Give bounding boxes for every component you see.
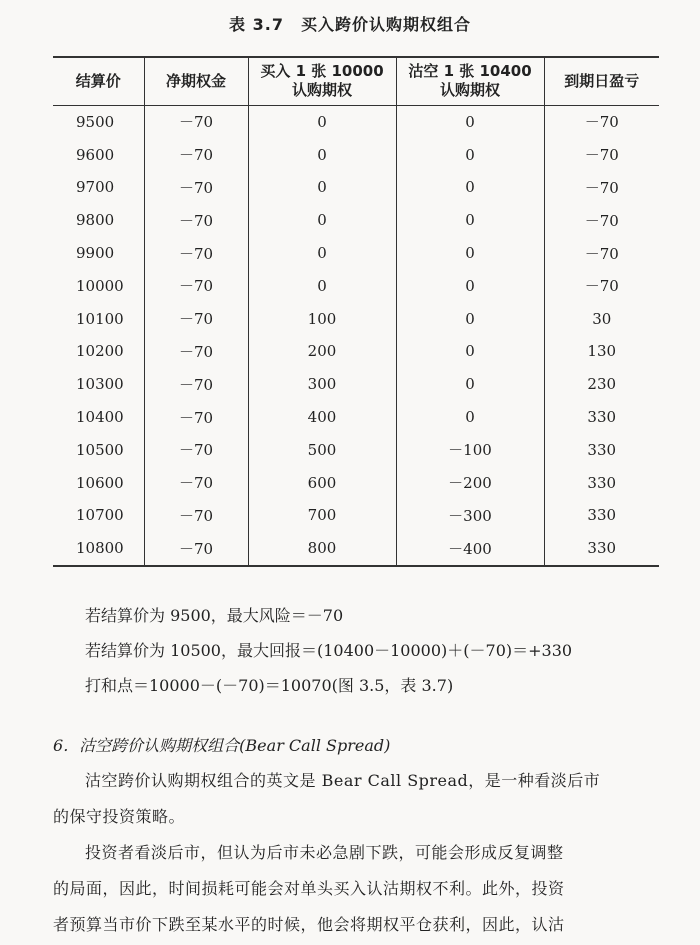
short-call-cell: 0: [396, 237, 544, 270]
long-call-cell: 0: [248, 237, 396, 270]
short-call-cell: －100: [396, 433, 544, 466]
settlement-price-cell: 9800: [53, 204, 144, 237]
header-profit-loss: 到期日盈亏: [564, 71, 640, 90]
max-return-line: 若结算价为 10500，最大回报＝(10400－10000)＋(－70)＝+330: [85, 641, 573, 660]
profit-loss-cell: －70: [584, 244, 619, 263]
profit-loss-cell: 330: [587, 408, 617, 427]
paragraph-line: 者预算当市价下跌至某水平的时候，他会将期权平仓获利，因此，认沽: [53, 915, 565, 934]
short-call-cell: 0: [396, 138, 544, 171]
profit-loss-cell: 30: [592, 309, 612, 328]
net-premium-cell: －70: [144, 368, 248, 401]
net-premium-cell: －70: [144, 105, 248, 138]
long-call-cell: 0: [248, 138, 396, 171]
short-call-cell: 0: [396, 335, 544, 368]
long-call-cell: 100: [248, 302, 396, 335]
long-call-cell: 0: [248, 105, 396, 138]
paragraph-line: 投资者看淡后市，但认为后市未必急剧下跌，可能会形成反复调整: [85, 843, 564, 862]
section-block: [53, 728, 663, 943]
net-premium-cell: －70: [144, 269, 248, 302]
settlement-price-cell: 10800: [53, 532, 144, 566]
long-call-cell: 300: [248, 368, 396, 401]
short-call-cell: 0: [396, 204, 544, 237]
settlement-price-cell: 10000: [53, 269, 144, 302]
long-call-cell: 200: [248, 335, 396, 368]
long-call-cell: 800: [248, 532, 396, 566]
table-row: [53, 401, 659, 434]
section-heading: 6．沽空跨价认购期权组合(Bear Call Spread): [53, 736, 391, 755]
table-row: [53, 105, 659, 138]
table-row: [53, 335, 659, 368]
net-premium-cell: －70: [144, 433, 248, 466]
table-row: [53, 171, 659, 204]
settlement-price-cell: 10700: [53, 499, 144, 532]
net-premium-cell: －70: [144, 302, 248, 335]
long-call-cell: 400: [248, 401, 396, 434]
net-premium-cell: －70: [144, 204, 248, 237]
table-body: [53, 105, 659, 566]
long-call-cell: 600: [248, 466, 396, 499]
short-call-cell: 0: [396, 269, 544, 302]
table-row: [53, 466, 659, 499]
profit-loss-cell: 330: [587, 539, 617, 558]
profit-loss-cell: －70: [584, 178, 619, 197]
settlement-price-cell: 10500: [53, 433, 144, 466]
paragraph-line: 的保守投资策略。: [53, 807, 186, 826]
settlement-price-cell: 10300: [53, 368, 144, 401]
spread-table: [53, 56, 659, 567]
short-call-cell: 0: [396, 401, 544, 434]
breakeven-line: 打和点＝10000－(－70)＝10070(图 3.5，表 3.7): [85, 676, 454, 695]
short-call-cell: 0: [396, 368, 544, 401]
profit-loss-cell: －70: [584, 211, 619, 230]
table-row: [53, 204, 659, 237]
header-settlement-price: 结算价: [53, 57, 144, 105]
settlement-price-cell: 9500: [53, 105, 144, 138]
net-premium-cell: －70: [144, 499, 248, 532]
table-row: [53, 138, 659, 171]
long-call-cell: 500: [248, 433, 396, 466]
net-premium-cell: －70: [144, 138, 248, 171]
header-long-call: 买入 1 张 10000 认购期权: [248, 57, 396, 105]
short-call-cell: －300: [396, 499, 544, 532]
table-row: [53, 302, 659, 335]
settlement-price-cell: 10200: [53, 335, 144, 368]
table-row: [53, 532, 659, 566]
profit-loss-cell: －70: [584, 277, 619, 296]
paragraph-line: 沽空跨价认购期权组合的英文是 Bear Call Spread，是一种看淡后市: [85, 771, 601, 790]
net-premium-cell: －70: [144, 466, 248, 499]
net-premium-cell: －70: [144, 335, 248, 368]
settlement-price-cell: 10400: [53, 401, 144, 434]
table-row: [53, 368, 659, 401]
profit-loss-cell: 230: [587, 375, 617, 394]
net-premium-cell: －70: [144, 171, 248, 204]
calculation-block: [53, 598, 663, 703]
profit-loss-cell: 330: [587, 473, 617, 492]
profit-loss-cell: 330: [587, 440, 617, 459]
settlement-price-cell: 10100: [53, 302, 144, 335]
long-call-cell: 700: [248, 499, 396, 532]
long-call-cell: 0: [248, 204, 396, 237]
long-call-cell: 0: [248, 269, 396, 302]
table-header-row: [53, 57, 659, 105]
long-call-cell: 0: [248, 171, 396, 204]
settlement-price-cell: 9700: [53, 171, 144, 204]
profit-loss-cell: 330: [587, 506, 617, 525]
settlement-price-cell: 9900: [53, 237, 144, 270]
net-premium-cell: －70: [144, 401, 248, 434]
short-call-cell: 0: [396, 105, 544, 138]
table-row: [53, 269, 659, 302]
net-premium-cell: －70: [144, 237, 248, 270]
profit-loss-cell: －70: [584, 146, 619, 165]
table-caption: 表 3.7 买入跨价认购期权组合: [229, 15, 471, 34]
profit-loss-cell: 130: [587, 342, 617, 361]
header-net-premium: 净期权金: [144, 57, 248, 105]
settlement-price-cell: 9600: [53, 138, 144, 171]
max-risk-line: 若结算价为 9500，最大风险＝－70: [85, 606, 344, 625]
short-call-cell: －400: [396, 532, 544, 566]
settlement-price-cell: 10600: [53, 466, 144, 499]
short-call-cell: 0: [396, 171, 544, 204]
short-call-cell: －200: [396, 466, 544, 499]
table-row: [53, 433, 659, 466]
short-call-cell: 0: [396, 302, 544, 335]
header-short-call: 沽空 1 张 10400 认购期权: [396, 57, 544, 105]
net-premium-cell: －70: [144, 532, 248, 566]
paragraph-line: 的局面，因此，时间损耗可能会对单头买入认沽期权不利。此外，投资: [53, 879, 565, 898]
profit-loss-cell: －70: [584, 113, 619, 132]
table-row: [53, 499, 659, 532]
table-row: [53, 237, 659, 270]
